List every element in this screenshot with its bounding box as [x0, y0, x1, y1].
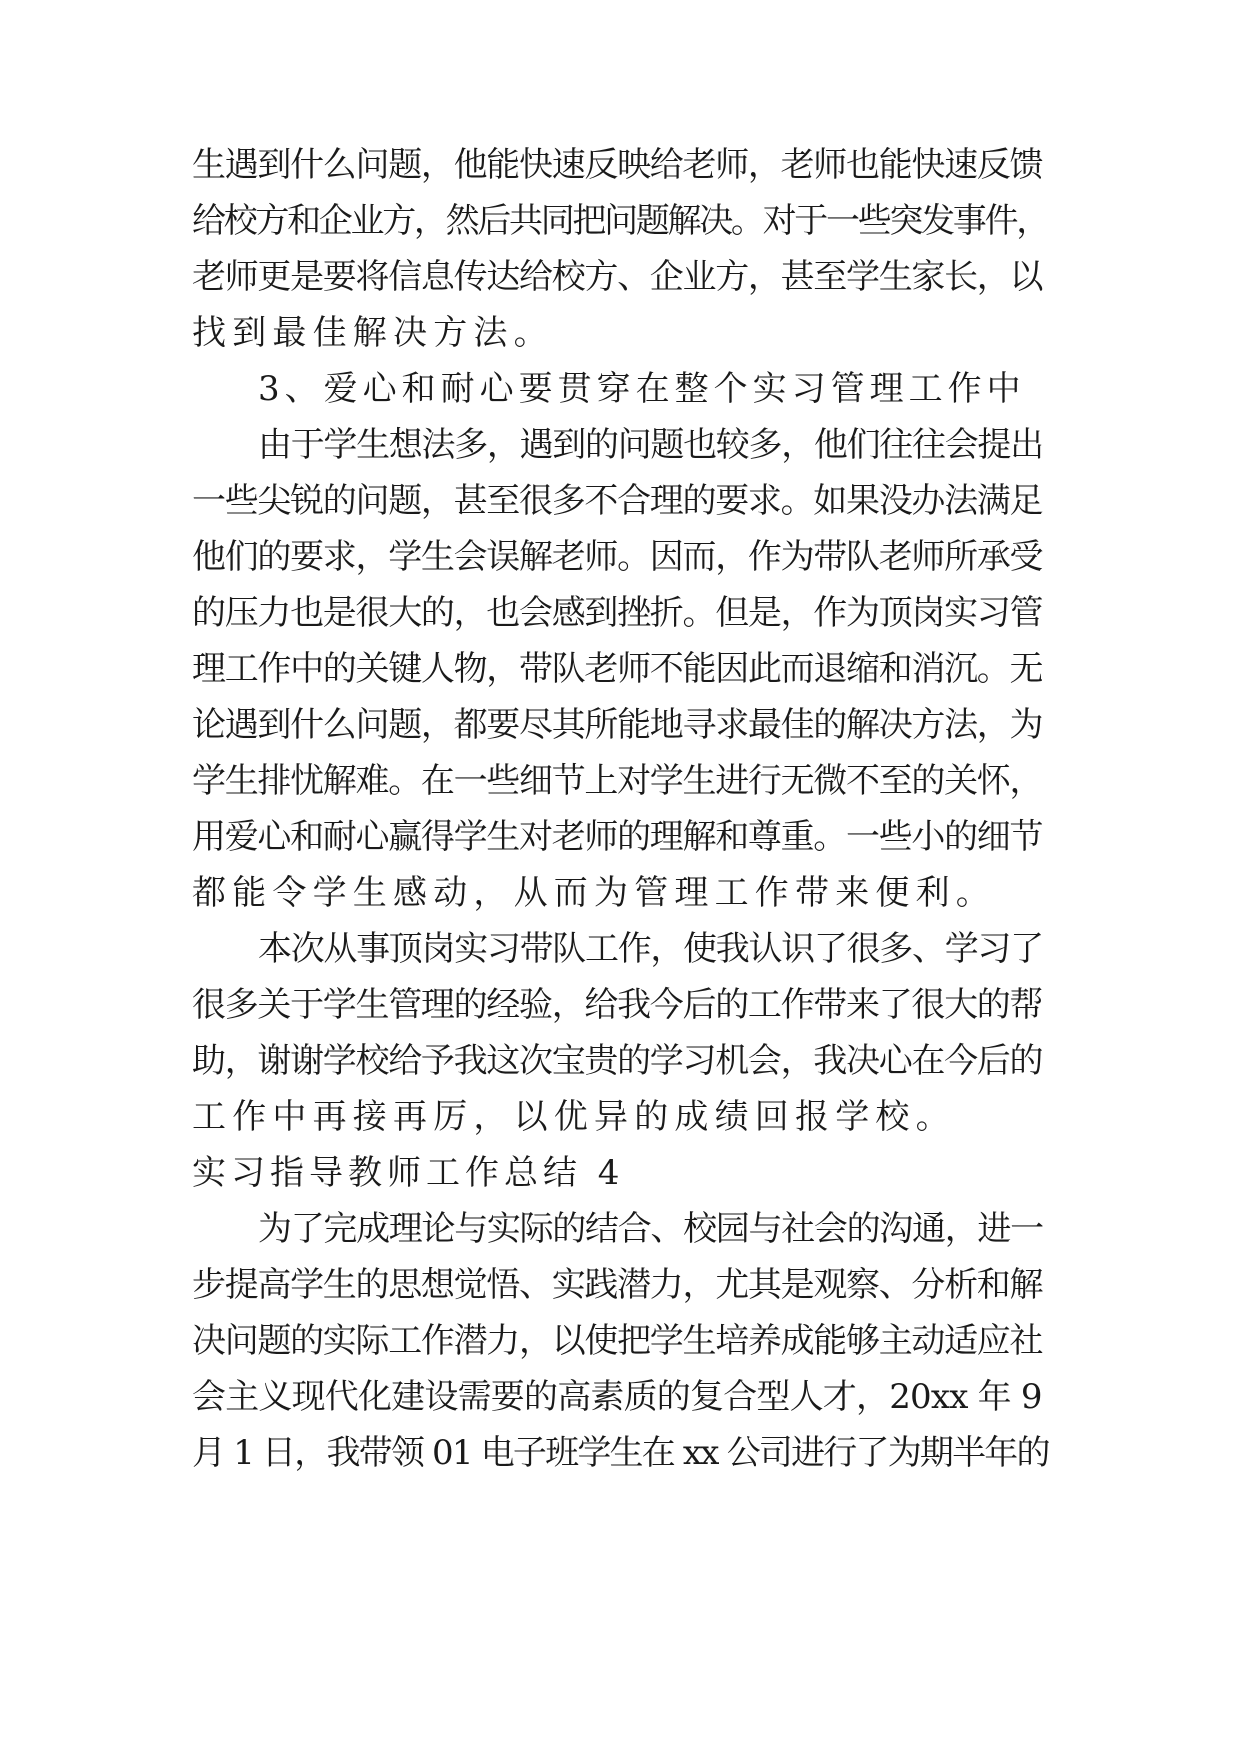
paragraph-line: 很多关于学生管理的经验，给我今后的工作带来了很大的帮 [192, 985, 1043, 1025]
paragraph-line: 为了完成理论与实际的结合、校园与社会的沟通，进一 [258, 1209, 1043, 1249]
paragraph-line: 工作中再接再厉，以优异的成绩回报学校。 [192, 1097, 956, 1137]
paragraph-line: 月 1 日，我带领 01 电子班学生在 xx 公司进行了为期半年的 [192, 1433, 1049, 1473]
paragraph-line: 理工作中的关键人物，带队老师不能因此而退缩和消沉。无 [192, 649, 1043, 689]
paragraph-line: 找到最佳解决方法。 [192, 313, 554, 353]
paragraph-line: 用爱心和耐心赢得学生对老师的理解和尊重。一些小的细节 [192, 817, 1043, 857]
paragraph-line: 本次从事顶岗实习带队工作，使我认识了很多、学习了 [258, 929, 1043, 969]
paragraph-line: 论遇到什么问题，都要尽其所能地寻求最佳的解决方法，为 [192, 705, 1043, 745]
subheading: 3、爱心和耐心要贯穿在整个实习管理工作中 [258, 369, 1026, 409]
paragraph-line: 给校方和企业方，然后共同把问题解决。对于一些突发事件， [192, 201, 1048, 241]
paragraph-line: 会主义现代化建设需要的高素质的复合型人才，20xx 年 9 [192, 1377, 1042, 1417]
paragraph-line: 助，谢谢学校给予我这次宝贵的学习机会，我决心在今后的 [192, 1041, 1043, 1081]
paragraph-line: 他们的要求，学生会误解老师。因而，作为带队老师所承受 [192, 537, 1043, 577]
paragraph-line: 步提高学生的思想觉悟、实践潜力，尤其是观察、分析和解 [192, 1265, 1043, 1305]
paragraph-line: 一些尖锐的问题，甚至很多不合理的要求。如果没办法满足 [192, 481, 1043, 521]
paragraph-line: 决问题的实际工作潜力，以使把学生培养成能够主动适应社 [192, 1321, 1043, 1361]
paragraph-line: 都能令学生感动，从而为管理工作带来便利。 [192, 873, 996, 913]
paragraph-line: 由于学生想法多，遇到的问题也较多，他们往往会提出 [258, 425, 1043, 465]
paragraph-line: 的压力也是很大的，也会感到挫折。但是，作为顶岗实习管 [192, 593, 1043, 633]
section-title: 实习指导教师工作总结 4 [192, 1153, 625, 1193]
paragraph-line: 生遇到什么问题，他能快速反映给老师，老师也能快速反馈 [192, 145, 1043, 185]
paragraph-line: 老师更是要将信息传达给校方、企业方，甚至学生家长，以 [192, 257, 1043, 297]
paragraph-line: 学生排忧解难。在一些细节上对学生进行无微不至的关怀， [192, 761, 1043, 801]
